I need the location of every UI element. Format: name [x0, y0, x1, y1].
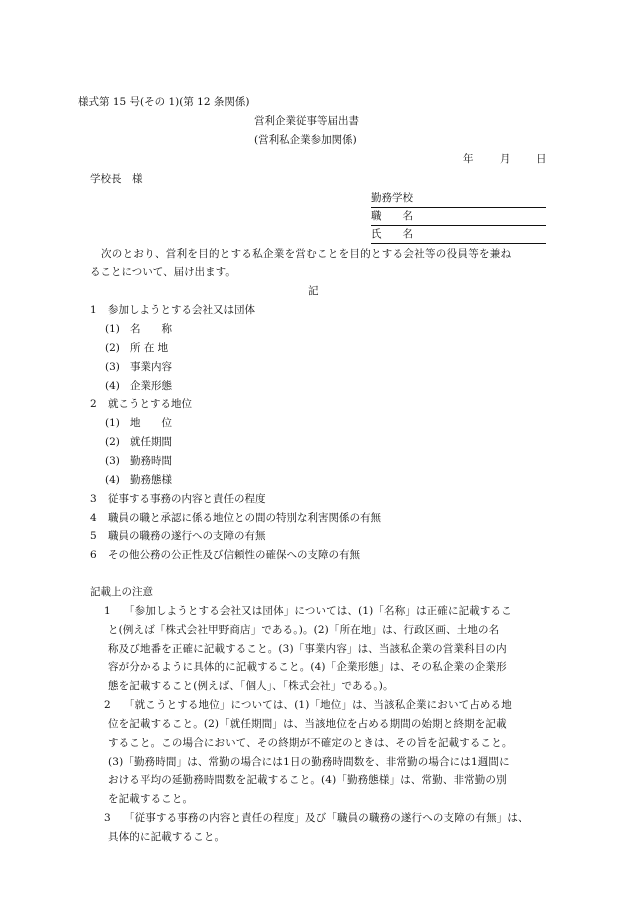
item-2-3-number: (3): [105, 455, 120, 467]
note-1-number: 1: [104, 605, 111, 617]
date-day: 日: [536, 153, 547, 165]
item-2-2-number: (2): [105, 436, 120, 448]
note-1-line-5: 態を記載すること(例えば、「個人」、「株式会社」である。)。: [108, 680, 394, 692]
school-underline: [371, 207, 546, 208]
notes-title: 記載上の注意: [90, 586, 153, 598]
note-3-number: 3: [104, 812, 111, 824]
item-4-label: 職員の職と承認に係る地位との間の特別な利害関係の有無: [108, 512, 381, 524]
school-label: 勤務学校: [371, 192, 413, 204]
item-1-4-label: 企業形態: [130, 380, 172, 392]
item-5-number: 5: [90, 530, 97, 542]
intro-line-2: ることについて、届け出ます。: [90, 266, 236, 278]
item-6-number: 6: [90, 549, 97, 561]
item-2-4-number: (4): [105, 474, 120, 486]
note-2-line-3: すること。この場合において、その終期が不確定のときは、その旨を記載すること。: [108, 737, 513, 749]
note-2-line-4: (3)「勤務時間」は、常勤の場合には1日の勤務時間数を、非常勤の場合には1週間に: [108, 756, 510, 768]
item-2-3-label: 勤務時間: [130, 455, 172, 467]
date-month: 月: [500, 153, 511, 165]
item-2-1-number: (1): [105, 417, 120, 429]
note-1-line-4: 容が分かるように具体的に記載すること。(4)「企業形態」は、その私企業の企業形: [108, 661, 507, 673]
note-1-line-2: と(例えば「株式会社甲野商店」である。)。(2)「所在地」は、行政区画、土地の名: [108, 624, 500, 636]
item-2-4-label: 勤務態様: [130, 474, 172, 486]
note-2-line-5: おける平均の延勤務時間数を記載すること。(4)「勤務態様」は、常勤、非常勤の別: [108, 774, 507, 786]
note-1-line-3: 称及び地番を正確に記載すること。(3)「事業内容」は、当該私企業の営業科目の内: [108, 643, 507, 655]
item-2-number: 2: [90, 398, 97, 410]
item-2-1-label: 地 位: [130, 417, 172, 429]
date-year: 年: [463, 153, 474, 165]
note-2-line-1: 「就こうとする地位」については、(1)「地位」は、当該私企業において占める地: [124, 699, 512, 711]
note-3-line-2: 具体的に記載すること。: [108, 831, 226, 843]
position-label: 職 名: [371, 210, 413, 222]
item-1-2-label: 所 在 地: [130, 342, 169, 354]
item-1-2-number: (2): [105, 342, 120, 354]
item-5-label: 職員の職務の遂行への支障の有無: [108, 530, 266, 542]
item-1-number: 1: [90, 304, 97, 316]
item-1-3-number: (3): [105, 361, 120, 373]
form-id: 様式第 15 号(その 1)(第 12 条関係): [78, 96, 250, 108]
item-1-label: 参加しようとする会社又は団体: [108, 304, 255, 316]
note-2-number: 2: [104, 699, 111, 711]
note-2-line-6: を記載すること。: [108, 793, 194, 805]
document-subtitle: (営利私企業参加関係): [254, 134, 357, 146]
ki-mark: 記: [308, 285, 319, 297]
item-3-label: 従事する事務の内容と責任の程度: [108, 493, 266, 505]
name-underline: [371, 243, 546, 244]
note-1-line-1: 「参加しようとする会社又は団体」については、(1)「名称」は正確に記載するこ: [124, 605, 512, 617]
item-1-1-number: (1): [105, 323, 120, 335]
document-title: 営利企業従事等届出書: [254, 115, 359, 127]
item-2-2-label: 就任期間: [130, 436, 172, 448]
note-2-line-2: 位を記載すること。(2)「就任期間」は、当該地位を占める期間の始期と終期を記載: [108, 718, 507, 730]
position-underline: [371, 225, 546, 226]
item-2-label: 就こうとする地位: [108, 398, 192, 410]
name-label: 氏 名: [371, 228, 413, 240]
intro-line-1: 次のとおり、営利を目的とする私企業を営むことを目的とする会社等の役員等を兼ね: [101, 248, 512, 260]
item-3-number: 3: [90, 493, 97, 505]
item-1-1-label: 名 称: [130, 323, 172, 335]
addressee: 学校長 様: [90, 173, 143, 185]
item-4-number: 4: [90, 512, 97, 524]
note-3-line-1: 「従事する事務の内容と責任の程度」及び「職員の職務の遂行への支障の有無」は、: [124, 812, 529, 824]
item-1-3-label: 事業内容: [130, 361, 172, 373]
item-6-label: その他公務の公正性及び信頼性の確保への支障の有無: [108, 549, 360, 561]
item-1-4-number: (4): [105, 380, 120, 392]
